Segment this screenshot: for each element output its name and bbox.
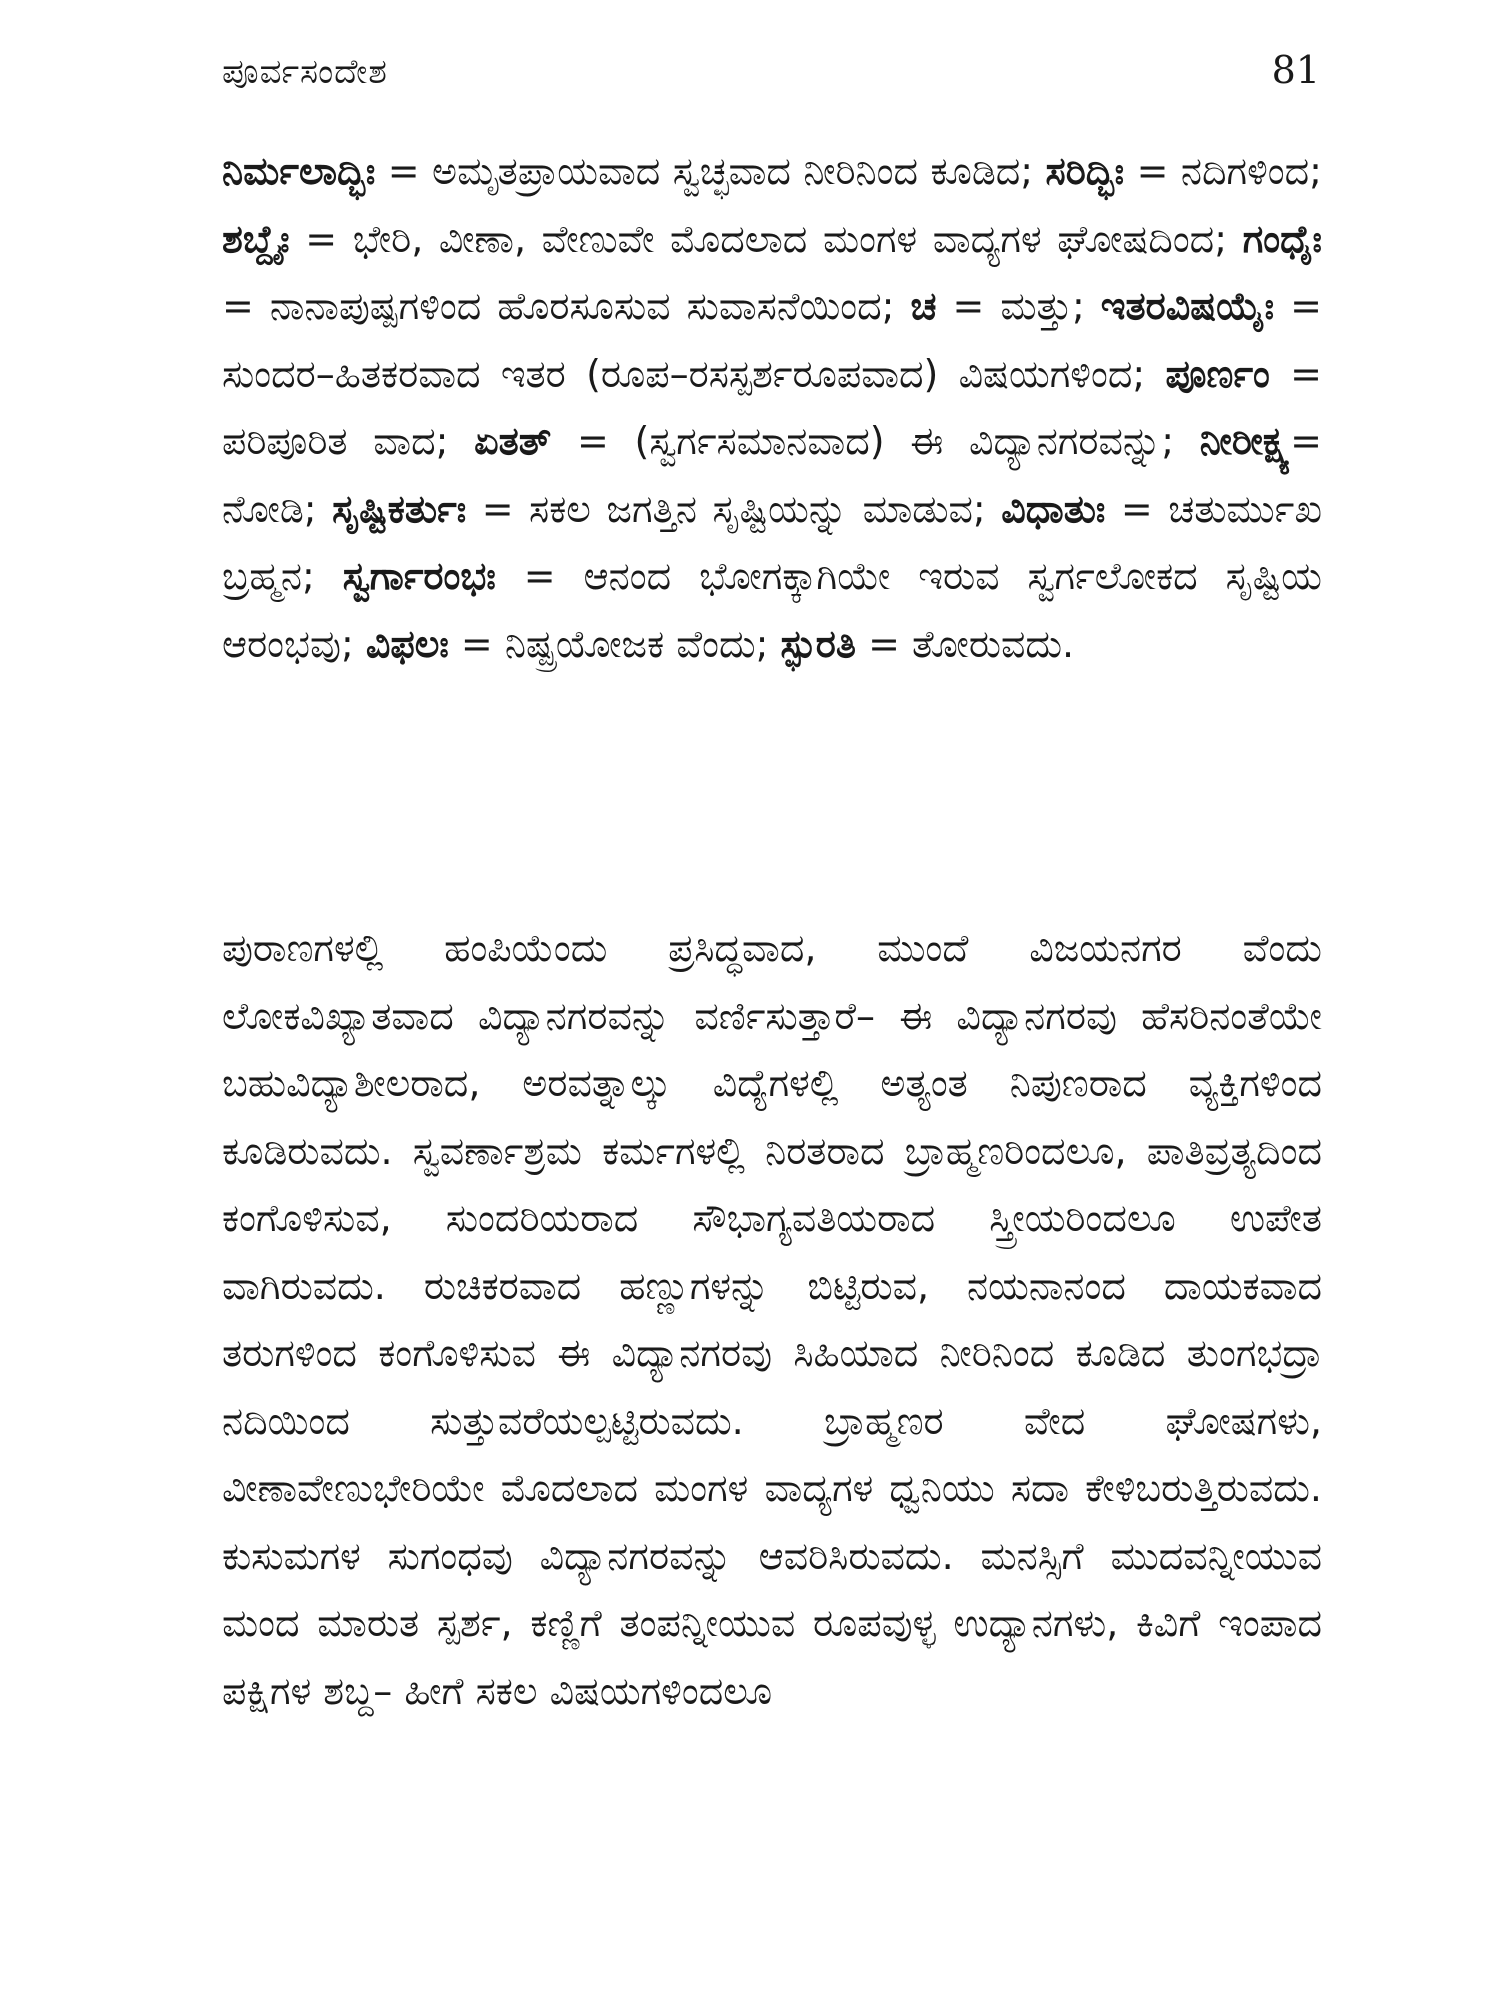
running-title: ಪೂರ್ವಸಂದೇಶ	[222, 52, 388, 92]
glossary-term: ಸೃಷ್ಟಿಕರ್ತುಃ	[332, 486, 467, 531]
glossary-term: ವಿಫಲಃ	[365, 621, 449, 666]
page-number: 81	[1271, 48, 1320, 92]
glossary-meaning: ಭೇರಿ, ವೀಣಾ, ವೇಣುವೇ ಮೊದಲಾದ ಮಂಗಳ ವಾದ್ಯಗಳ ಘೋಷದಿಂದ;	[352, 216, 1228, 261]
glossary-term: ಗಂಧೈಃ	[1242, 216, 1322, 261]
commentary-paragraph: ಪುರಾಣಗಳಲ್ಲಿ ಹಂಪಿಯೆಂದು ಪ್ರಸಿದ್ಧವಾದ, ಮುಂದೆ ವಿಜಯನಗರ ವೆಂದು ಲೋಕವಿಖ್ಯಾತವಾದ ವಿದ್ಯಾನಗರವನ್ನು ವರ್ಣಿಸುತ್ತಾರೆ– ಈ ವಿದ್ಯಾನಗರವು ಹೆಸರಿನಂತೆಯೇ ಬಹುವಿದ್ಯಾಶೀಲರಾದ, ಅರವತ್ನಾಲ್ಕು ವಿದ್ಯೆಗಳಲ್ಲಿ ಅತ್ಯಂತ ನಿಪುಣರಾದ ವ್ಯಕ್ತಿಗಳಿಂದ ಕೂಡಿರುವದು. ಸ್ವವರ್ಣಾಶ್ರಮ ಕರ್ಮಗಳಲ್ಲಿ ನಿರತರಾದ ಬ್ರಾಹ್ಮಣರಿಂದಲೂ, ಪಾತಿವ್ರತ್ಯದಿಂದ ಕಂಗೊಳಿಸುವ, ಸುಂದರಿಯರಾದ ಸೌಭಾಗ್ಯವತಿಯರಾದ ಸ್ತ್ರೀಯರಿಂದಲೂ ಉಪೇತ ವಾಗಿರುವದು. ರುಚಿಕರವಾದ ಹಣ್ಣುಗಳನ್ನು ಬಿಟ್ಟಿರುವ, ನಯನಾನಂದ ದಾಯಕವಾದ ತರುಗಳಿಂದ ಕಂಗೊಳಿಸುವ ಈ ವಿದ್ಯಾನಗರವು ಸಿಹಿಯಾದ ನೀರಿನಿಂದ ಕೂಡಿದ ತುಂಗಭದ್ರಾ ನದಿಯಿಂದ ಸುತ್ತುವರೆಯಲ್ಪಟ್ಟಿರುವದು. ಬ್ರಾಹ್ಮಣರ ವೇದ ಘೋಷಗಳು, ವೀಣಾವೇಣುಭೇರಿಯೇ ಮೊದಲಾದ ಮಂಗಳ ವಾದ್ಯಗಳ ಧ್ವನಿಯು ಸದಾ ಕೇಳಿಬರುತ್ತಿರುವದು. ಕುಸುಮಗಳ ಸುಗಂಧವು ವಿದ್ಯಾನಗರವನ್ನು ಆವರಿಸಿರುವದು. ಮನಸ್ಸಿಗೆ ಮುದವನ್ನೀಯುವ ಮಂದ ಮಾರುತ ಸ್ಪರ್ಶ, ಕಣ್ಣಿಗೆ ತಂಪನ್ನೀಯುವ ರೂಪವುಳ್ಳ ಉದ್ಯಾನಗಳು, ಕಿವಿಗೆ ಇಂಪಾದ ಪಕ್ಷಿಗಳ ಶಬ್ದ– ಹೀಗೆ ಸಕಲ ವಿಷಯಗಳಿಂದಲೂ	[222, 926, 1322, 1713]
glossary-term: ಸ್ಫುರತಿ	[780, 621, 856, 666]
glossary-meaning: ಸುಂದರ–ಹಿತಕರವಾದ ಇತರ (ರೂಪ–ರಸಸ್ಪರ್ಶರೂಪವಾದ) ವಿಷಯಗಳಿಂದ;	[222, 351, 1146, 396]
glossary-term: ನಿರ್ಮಲಾದ್ಭಿಃ	[222, 149, 376, 193]
glossary-meaning: ನದಿಗಳಿಂದ;	[1180, 149, 1322, 193]
glossary-term: ಏತತ್	[474, 419, 552, 463]
glossary-term: ವಿಧಾತುಃ	[1001, 486, 1106, 531]
glossary-meaning: (ಸ್ವರ್ಗಸಮಾನವಾದ) ಈ ವಿದ್ಯಾನಗರವನ್ನು;	[634, 419, 1175, 463]
glossary-meaning: ತೋರುವದು.	[911, 621, 1075, 666]
glossary-term: ಸರಿದ್ಭಿಃ	[1045, 149, 1125, 193]
glossary-meaning: ನಿಷ್ಪ್ರಯೋಜಕ ವೆಂದು;	[504, 621, 769, 666]
glossary-meaning: ಸಕಲ ಜಗತ್ತಿನ ಸೃಷ್ಟಿಯನ್ನು ಮಾಡುವ;	[529, 486, 986, 531]
glossary-meaning: ಚತುರ್ಮುಖ ಬ್ರಹ್ಮನ;	[222, 486, 1322, 598]
glossary-term: ಸ್ವರ್ಗಾರಂಭಃ	[342, 554, 496, 598]
glossary-term: ಚ	[910, 284, 937, 328]
glossary-meaning: ನಾನಾಪುಷ್ಪಗಳಿಂದ ಹೊರಸೂಸುವ ಸುವಾಸನೆಯಿಂದ;	[269, 284, 895, 328]
glossary-meaning: ಆನಂದ ಭೋಗಕ್ಕಾಗಿಯೇ ಇರುವ ಸ್ವರ್ಗಲೋಕದ ಸೃಷ್ಟಿಯ ಆರಂಭವು;	[222, 554, 1323, 666]
glossary-term: ಪೂರ್ಣಂ	[1165, 351, 1270, 396]
glossary-meaning: ನೋಡಿ;	[222, 486, 317, 531]
glossary-meaning: ಮತ್ತು;	[1000, 284, 1085, 328]
glossary-term: ನೀರೀಕ್ಷ್ಯ	[1199, 419, 1291, 463]
glossary-block: ನಿರ್ಮಲಾದ್ಭಿಃ = ಅಮೃತಪ್ರಾಯವಾದ ಸ್ವಚ್ಛವಾದ ನೀರಿನಿಂದ ಕೂಡಿದ; ಸರಿದ್ಭಿಃ = ನದಿಗಳಿಂದ; ಶಬ್ದೈಃ = ಭೇರಿ, ವೀಣಾ, ವೇಣುವೇ ಮೊದಲಾದ ಮಂಗಳ ವಾದ್ಯಗಳ ಘೋಷದಿಂದ; ಗಂಧೈಃ = ನಾನಾಪುಷ್ಪಗಳಿಂದ ಹೊರಸೂಸುವ ಸುವಾಸನೆಯಿಂದ; ಚ = ಮತ್ತು; ಇತರವಿಷಯೈಃ = ಸುಂದರ–ಹಿತಕರವಾದ ಇತರ (ರೂಪ–ರಸಸ್ಪರ್ಶರೂಪವಾದ) ವಿಷಯಗಳಿಂದ; ಪೂರ್ಣಂ = ಪರಿಪೂರಿತ ವಾದ; ಏತತ್ = (ಸ್ವರ್ಗಸಮಾನವಾದ) ಈ ವಿದ್ಯಾನಗರವನ್ನು; ನೀರೀಕ್ಷ್ಯ= ನೋಡಿ; ಸೃಷ್ಟಿಕರ್ತುಃ = ಸಕಲ ಜಗತ್ತಿನ ಸೃಷ್ಟಿಯನ್ನು ಮಾಡುವ; ವಿಧಾತುಃ = ಚತುರ್ಮುಖ ಬ್ರಹ್ಮನ; ಸ್ವರ್ಗಾರಂಭಃ = ಆನಂದ ಭೋಗಕ್ಕಾಗಿಯೇ ಇರುವ ಸ್ವರ್ಗಲೋಕದ ಸೃಷ್ಟಿಯ ಆರಂಭವು; ವಿಫಲಃ = ನಿಷ್ಪ್ರಯೋಜಕ ವೆಂದು; ಸ್ಫುರತಿ = ತೋರುವದು.	[222, 149, 1323, 666]
glossary-meaning: ಅಮೃತಪ್ರಾಯವಾದ ಸ್ವಚ್ಛವಾದ ನೀರಿನಿಂದ ಕೂಡಿದ;	[432, 149, 1034, 193]
glossary-meaning: ಪರಿಪೂರಿತ ವಾದ;	[222, 419, 449, 463]
glossary-term: ಇತರವಿಷಯೈಃ	[1100, 284, 1275, 328]
glossary-term: ಶಬ್ದೈಃ	[222, 216, 290, 261]
